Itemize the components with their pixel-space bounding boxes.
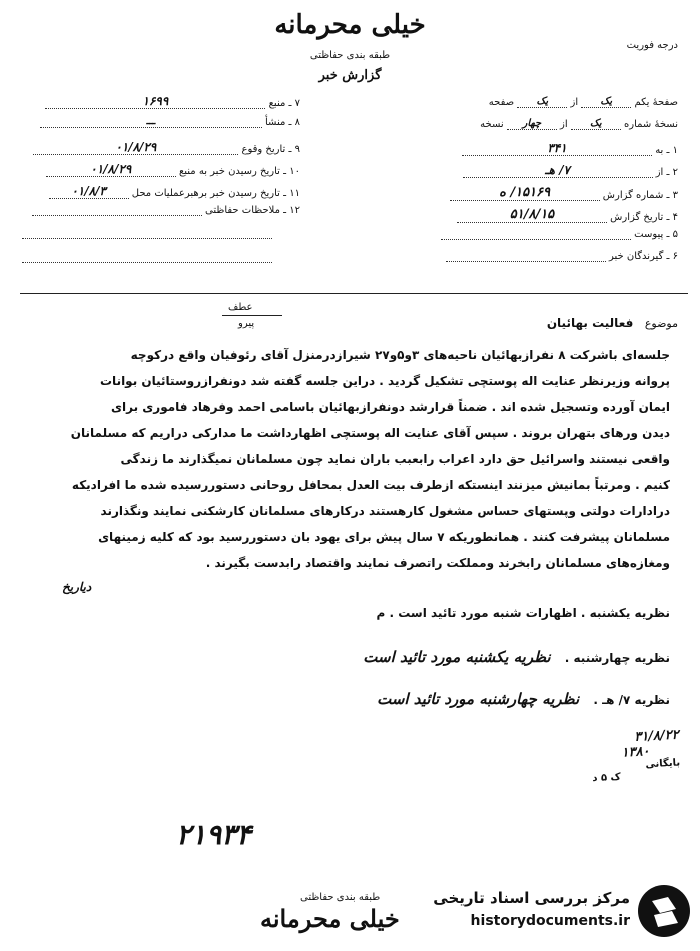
- peyro-label: پیرو: [238, 318, 255, 329]
- field-value: [32, 215, 202, 216]
- field-suffix: نسخه: [480, 119, 504, 130]
- field-value: [441, 239, 631, 240]
- subject-value: فعالیت بهائیان: [546, 316, 634, 330]
- body-line: مسلمانان پیشرفت کنند . همانطوریکه ۷ سال پیش برای یهود بان دستوررسید بود که کلیه زمینهای: [98, 530, 670, 544]
- field-label: ۱۱ ـ تاریخ رسیدن خبر برهبرعملیات محل: [131, 188, 300, 199]
- body-line: کنیم . ومرتباً بمانیش میزنند اینستکه ازطرف بیت العدل بمحافل روحانی دستوررسیده شده ما افرادیکه: [71, 478, 670, 492]
- subject-line: [547, 316, 678, 330]
- field-value-b: چهار: [507, 118, 557, 130]
- field-page: [489, 96, 678, 108]
- field-value-a: یک: [571, 118, 621, 130]
- field-value: ۷/ هـ: [463, 163, 653, 178]
- field-value: ۱۵۱۶۹/ ه: [450, 185, 600, 201]
- dotted-line: [22, 238, 272, 239]
- field-recipients: [446, 251, 678, 262]
- archive-stamp: [508, 728, 681, 799]
- opinion-label: نظریه ۷/ هـ .: [593, 693, 670, 707]
- header-separator: [20, 293, 688, 294]
- field-label: صفحهٔ یکم: [634, 97, 678, 108]
- body-line: ومغازه‌های مسلمانان رابخرند ومملکت راتصرف نمایند واقتصاد رابدست بگیرند .: [205, 556, 670, 570]
- opinion-handwritten: نظریه چهارشنبه مورد تائید است: [377, 690, 580, 708]
- field-label: ۱ ـ به: [655, 145, 678, 156]
- field-label: ۳ ـ شماره گزارش: [602, 190, 678, 201]
- body-handwritten-tail: دیاریخ: [62, 580, 92, 594]
- field-label: ۷ ـ منبع: [268, 98, 300, 109]
- body-line: دیدن ورهای بتهران بروند . سپس آقای عنایت اله پوستچی اظهارداشت ما مدارکی دراریم که مسلمانان: [70, 426, 670, 440]
- field-value: ۵۱/۸/۱۵: [457, 207, 607, 223]
- body-line: درادارات دولتی وپستهای حساس مشغول کارهستند درکارهای مسلمانان کارشکنی نمایند ونگذارند: [100, 504, 670, 518]
- field-value: ۱۶۹۹: [45, 94, 265, 109]
- stamp-archive-label: بایگانی: [645, 757, 681, 771]
- logo-title: مرکز بررسی اسناد تاریخی: [433, 889, 630, 907]
- field-value-b: یک: [517, 96, 567, 108]
- field-mid: از: [570, 97, 579, 108]
- field-source-received-date: [46, 162, 300, 177]
- field-label: ۹ ـ تاریخ وقوع: [241, 144, 300, 155]
- field-value: ۰۱/۸/۲۹: [46, 162, 176, 177]
- field-security-notes: [32, 205, 300, 216]
- field-source: [45, 94, 300, 109]
- field-value: ۰۱/۸/۲۹: [33, 140, 238, 155]
- field-occurrence-date: [33, 140, 300, 155]
- body-line: واقعی نیستند واسرائیل حق دارد اعراب رابعبب باران نماید چون مسلمانان نمیگذارند ما زندگی: [120, 452, 670, 466]
- field-value-a: یک: [581, 96, 631, 108]
- watermark-logo: [385, 885, 690, 941]
- classification-bottom: خیلی محرمانه: [260, 904, 400, 933]
- field-value: ۳۴۱: [462, 141, 652, 156]
- field-attachment: [441, 229, 678, 240]
- opinion-label: نظریه چهارشنبه .: [564, 651, 670, 665]
- opinion-7h: [377, 690, 670, 708]
- classification-top: خیلی محرمانه: [274, 10, 426, 40]
- stamp-date: ۳۱/۸/۲۲: [633, 727, 680, 745]
- field-value: ـــ: [40, 116, 262, 128]
- stamp-number: ۱۳۸۰: [621, 744, 650, 761]
- field-label: ۱۲ ـ ملاحظات حفاظتی: [205, 205, 300, 216]
- field-label: ۶ ـ گیرندگان خبر: [608, 251, 678, 262]
- field-operations-received-date: [49, 184, 300, 199]
- field-report-date: [457, 207, 678, 223]
- field-value: ۰۱/۸/۳: [49, 184, 129, 199]
- dotted-line: [22, 262, 272, 263]
- footer-classification-type: طبقه بندی حفاظتی: [300, 892, 381, 903]
- field-from: [463, 163, 678, 178]
- logo-emblem-icon: [638, 885, 690, 937]
- logo-url: historydocuments.ir: [470, 913, 630, 929]
- atf-label: عطف: [228, 302, 253, 313]
- opinion-wednesday: [363, 648, 670, 666]
- body-line: نظریه یکشنبه . اظهارات شنبه مورد تائید است . م: [376, 606, 670, 620]
- field-label: ۱۰ ـ تاریخ رسیدن خبر به منبع: [178, 166, 300, 177]
- body-line: ایمان آورده وتسجیل شده اند . ضمناً قرارشد دونفرازبهائیان باسامی احمد وفرهاد فاموری برای: [111, 400, 670, 414]
- field-copy: [480, 118, 678, 130]
- urgency-label: درجه فوریت: [626, 40, 678, 51]
- field-label: ۵ ـ پیوست: [634, 229, 678, 240]
- body-line: پروانه وزیرنظر عنایت اله پوستچی تشکیل گردید . دراین جلسه گفته شد دونفرازروستائیان بوانات: [100, 374, 670, 388]
- atf-separator: [222, 315, 282, 316]
- field-label: ۴ ـ تاریخ گزارش: [610, 212, 678, 223]
- report-title: گزارش خبر: [318, 68, 382, 83]
- opinion-handwritten: نظریه یکشنبه مورد تائید است: [363, 648, 551, 666]
- stamp-code: ک ۵ د: [592, 771, 622, 785]
- field-value: [446, 261, 606, 262]
- field-label: نسخهٔ شماره: [624, 119, 678, 130]
- field-label: ۲ ـ از: [655, 167, 678, 178]
- field-origin: [40, 116, 300, 128]
- classification-type-label: طبقه بندی حفاظتی: [309, 50, 391, 61]
- field-label: ۸ ـ منشأ: [264, 117, 300, 128]
- body-line: جلسه‌ای باشرکت ۸ نفرازبهائیان ناحیه‌های ۳و۵و۲۷ شیرازدرمنزل آقای رئوفیان واقع درکوچه: [130, 348, 670, 362]
- archive-number: ۲۱۹۳۴: [176, 818, 252, 851]
- field-report-number: [450, 185, 678, 201]
- subject-label: موضوع: [644, 317, 678, 330]
- field-to: [462, 141, 678, 156]
- field-suffix: صفحه: [488, 97, 515, 108]
- field-mid: از: [560, 119, 568, 130]
